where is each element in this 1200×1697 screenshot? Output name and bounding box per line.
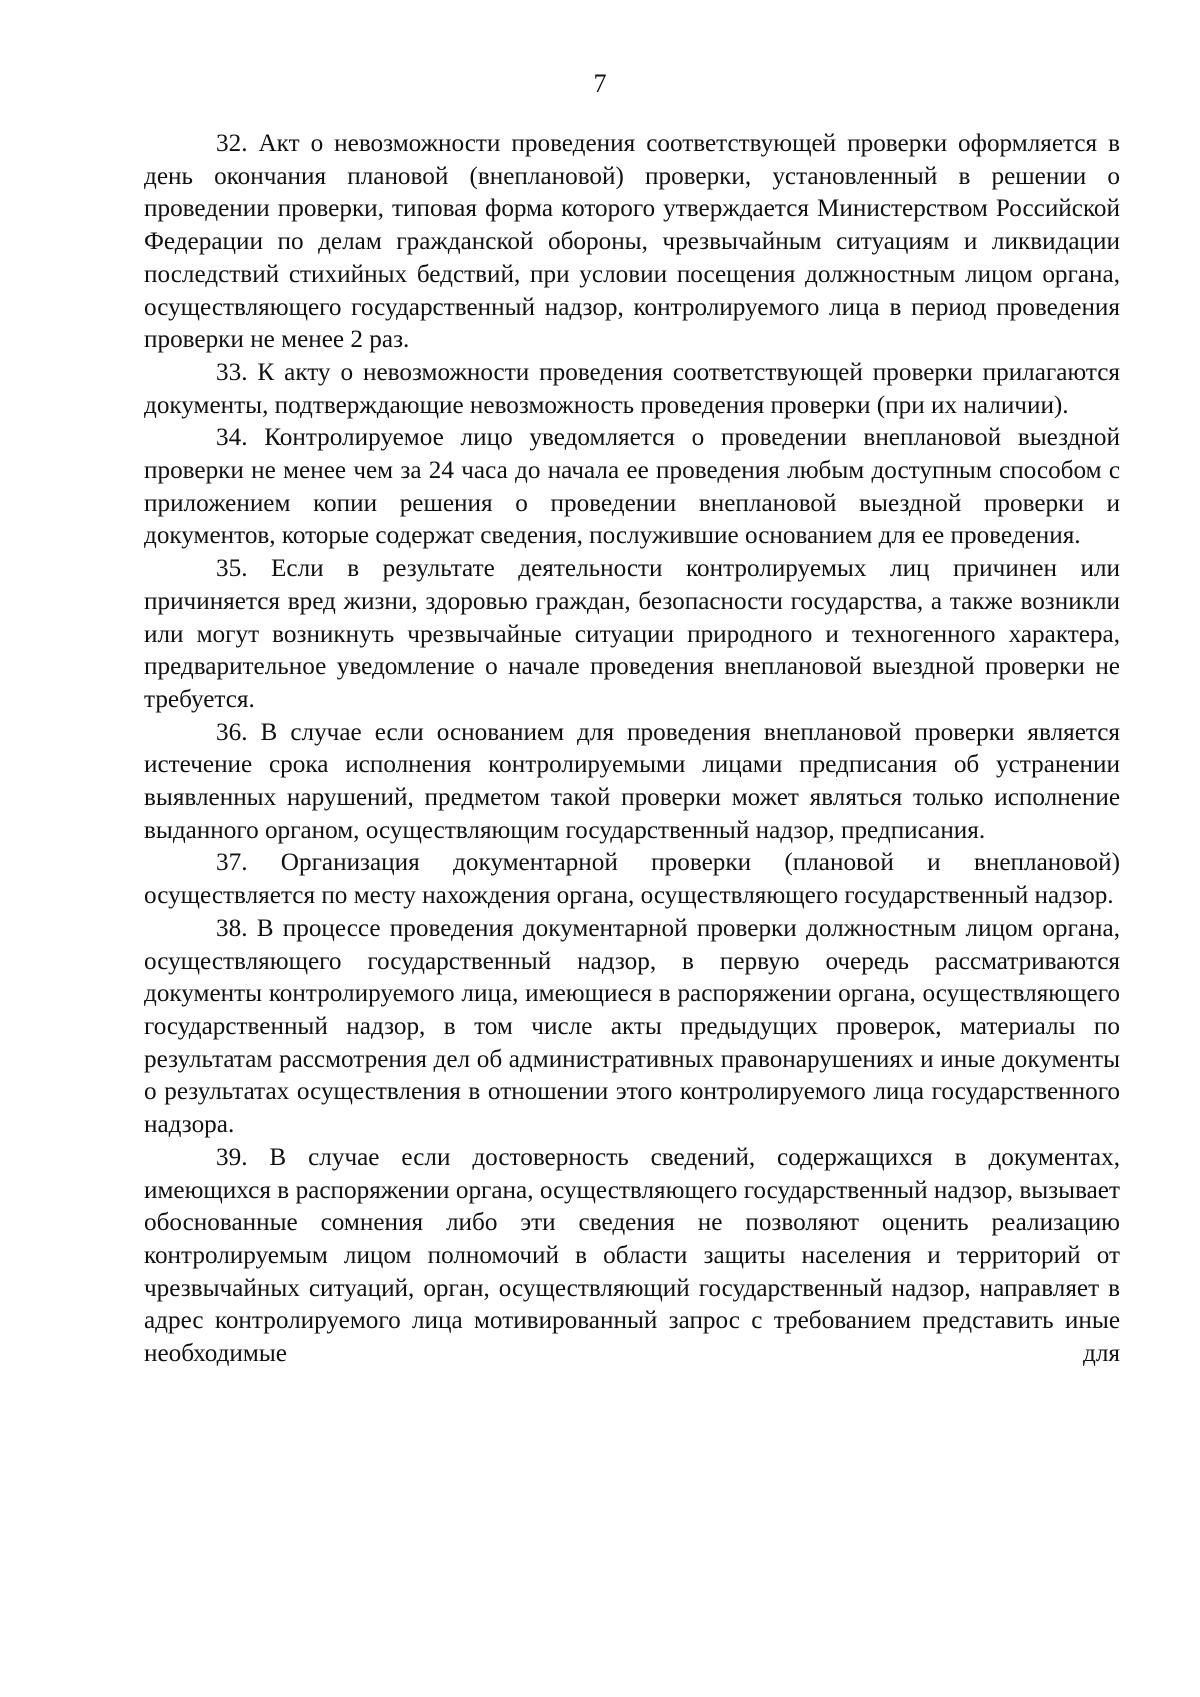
paragraph-37: 37. Организация документарной проверки (плановой и внеплановой) осуществляется по месту нахождения органа, осуществляющего государственный надзор. [144,849,1120,910]
paragraph-32: 32. Акт о невозможности проведения соответствующей проверки оформляется в день окончания плановой (внеплановой) проверки, установленный в решении о проведении проверки, типовая форма которого утверждается Министерством Российской Федерации по делам гражданской обороны, чрезвычайным ситуациям и ликвидации последствий стихийных бедствий, при условии посещения должностным лицом органа, осуществляющего государственный надзор, контролируемого лица в период проведения проверки не менее 2 раз. [144,130,1120,354]
page-number: 7 [593,69,607,98]
paragraph-36: 36. В случае если основанием для проведения внеплановой проверки является истечение срока исполнения контролируемыми лицами предписания об устранении выявленных нарушений, предметом такой проверки может являться только исполнение выданного органом, осуществляющим государственный надзор, предписания. [144,718,1120,844]
paragraph-39: 39. В случае если достоверность сведений, содержащихся в документах, имеющихся в распоряжении органа, осуществляющего государственный надзор, вызывает обоснованные сомнения либо эти сведения не позволяют оценить реализацию контролируемым лицом полномочий в области защиты населения и территорий от чрезвычайных ситуаций, орган, осуществляющий государственный надзор, направляет в адрес контролируемого лица мотивированный запрос с требованием представить иные необходимые для [144,1143,1120,1368]
paragraph-33: 33. К акту о невозможности проведения соответствующей проверки прилагаются документы, подтверждающие невозможность проведения проверки (при их наличии). [144,358,1120,419]
paragraph-35: 35. Если в результате деятельности контролируемых лиц причинен или причиняется вред жизни, здоровью граждан, безопасности государства, а также возникли или могут возникнуть чрезвычайные ситуации природного и техногенного характера, предварительное уведомление о начале проведения внеплановой выездной проверки не требуется. [144,555,1120,713]
document-body [144,128,1120,1371]
paragraph-38: 38. В процессе проведения документарной проверки должностным лицом органа, осуществляющего государственный надзор, в первую очередь рассматриваются документы контролируемого лица, имеющиеся в распоряжении органа, осуществляющего государственный надзор, в том числе акты предыдущих проверок, материалы по результатам рассмотрения дел об административных правонарушениях и иные документы о результатах осуществления в отношении этого контролируемого лица государственного надзора. [144,914,1120,1139]
paragraph-34: 34. Контролируемое лицо уведомляется о проведении внеплановой выездной проверки не менее чем за 24 часа до начала ее проведения любым доступным способом с приложением копии решения о проведении внеплановой выездной проверки и документов, которые содержат сведения, послужившие основанием для ее проведения. [144,424,1120,550]
